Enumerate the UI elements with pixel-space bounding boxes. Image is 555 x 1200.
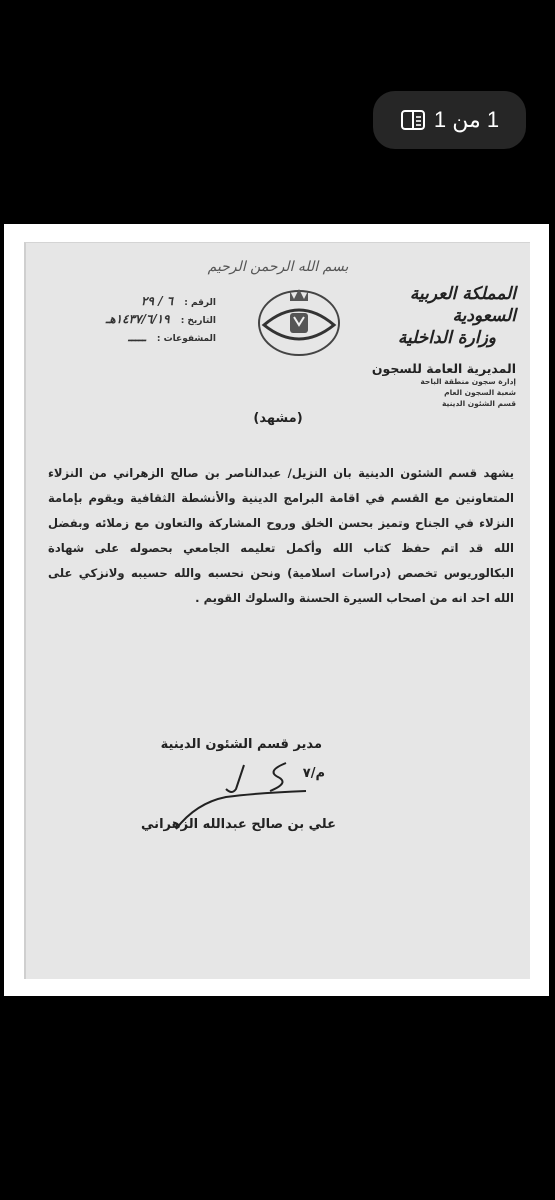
- kingdom-name: المملكة العربية السعودية: [409, 284, 516, 326]
- body-paragraph: يشهد قسم الشئون الدينية بان النزيل/ عبدالناصر بن صالح الزهراني من النزلاء المتعاونين مع القسم في اقامة البرامج الدينية والأنشطة الثقافية ويقوم بإمامة النزلاء في الجناح وتميز بحسن الخلق وروح المشاركة والتعاون مع زملائه وبفضل الله قد اتم حفظ كتاب الله وأكمل تعليمه الجامعي بحصوله على شهادة البكالوريوس تخصص (دراسات اسلامية) ونحن نحسبه والله حسيبه ولانزكي على الله احد انه من اصحاب السيرة الحسنة والسلوك القويم .: [48, 466, 514, 605]
- attachments-row: المشفوعات : ـــــ: [128, 330, 216, 344]
- document-title: (مشهد): [253, 411, 303, 426]
- reference-number-row: الرقم : ٦ / ٢٩: [141, 294, 216, 308]
- prisons-emblem-icon: [254, 281, 344, 361]
- ministry-name: وزارة الداخلية: [397, 328, 496, 348]
- signatory-title: مدير قسم الشئون الدينية: [160, 737, 322, 752]
- page-indicator[interactable]: [373, 91, 526, 149]
- signatory-name: علي بن صالح عبدالله الزهراني: [141, 817, 336, 832]
- bismillah-heading: بسم الله الرحمن الرحيم: [207, 259, 349, 275]
- page-count-label: 1 من 1: [433, 107, 500, 132]
- letterhead-subline: قسم الشئون الدينية: [441, 399, 516, 408]
- letterhead-right: [346, 283, 516, 409]
- directorate-name: المديرية العامة للسجون: [371, 361, 516, 376]
- book-pages-icon: [400, 109, 426, 131]
- document-page: [4, 224, 549, 996]
- scanned-document: [24, 242, 530, 979]
- letterhead-subline: شعبة السجون العام: [444, 388, 516, 397]
- signature-reference: م/٧: [302, 766, 325, 781]
- letterhead-subline: إدارة سجون منطقة الباحة: [420, 377, 516, 386]
- certificate-body: [48, 461, 514, 611]
- date-row: التاريخ : ١٤٣٧/٦/١٩هـ: [105, 312, 216, 326]
- letterhead-left: [66, 293, 216, 347]
